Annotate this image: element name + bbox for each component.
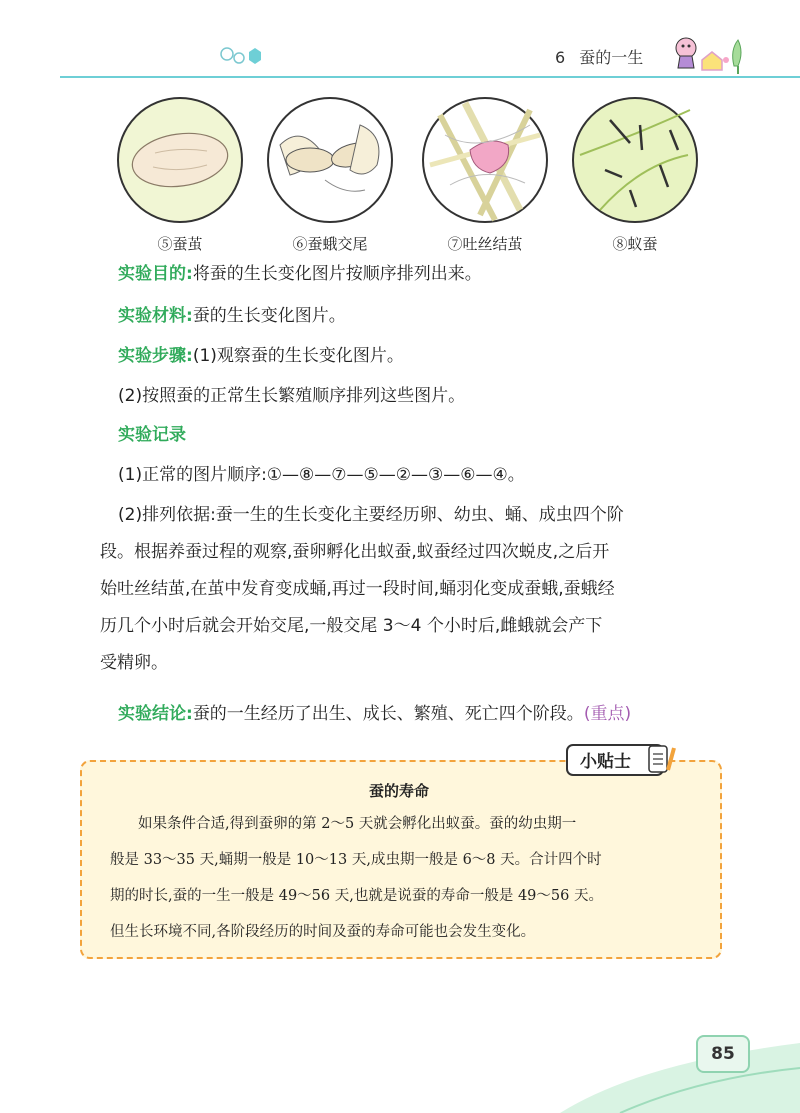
record-2-line: (2)排列依据:蚕一生的生长变化主要经历卵、幼虫、蛹、成虫四个阶 xyxy=(118,505,624,525)
step-1: (1)观察蚕的生长变化图片。 xyxy=(192,346,404,366)
record-2-line: 始吐丝结茧,在茧中发育变成蛹,再过一段时间,蛹羽化变成蚕蛾,蚕蛾经 xyxy=(100,579,615,599)
record-2-line: 历几个小时后就会开始交尾,一般交尾 3～4 个小时后,雌蛾就会产下 xyxy=(100,616,603,636)
header-rule xyxy=(60,76,800,78)
spinning-cocoon-illustration xyxy=(420,95,550,225)
purpose-text: 将蚕的生长变化图片按顺序排列出来。 xyxy=(192,264,482,284)
footer-wave-decoration xyxy=(560,1023,800,1113)
materials-text: 蚕的生长变化图片。 xyxy=(192,306,346,326)
note-pencil-icon xyxy=(648,744,676,776)
cartoon-decoration-icon xyxy=(672,30,752,76)
moths-mating-illustration xyxy=(265,95,395,225)
ant-silkworm-illustration xyxy=(570,95,700,225)
materials-label: 实验材料: xyxy=(118,306,193,326)
step-2-line xyxy=(118,378,728,415)
figure-spinning-cocoon xyxy=(415,95,555,254)
conclusion-text: 蚕的一生经历了出生、成长、繁殖、死亡四个阶段。 xyxy=(192,704,584,724)
bubble-decoration-icon xyxy=(215,40,275,70)
chapter-number: 6 xyxy=(555,48,566,67)
purpose-line xyxy=(118,256,728,293)
figure-ant-silkworm xyxy=(565,95,705,254)
figure-cocoon xyxy=(110,95,250,254)
purpose-label: 实验目的: xyxy=(118,264,193,284)
conclusion-line xyxy=(118,696,728,733)
record-1-line xyxy=(118,457,728,494)
page-number: 85 xyxy=(696,1035,750,1073)
record-2-paragraph xyxy=(100,497,728,682)
record-heading xyxy=(118,417,728,454)
key-point-tag: (重点) xyxy=(583,704,632,724)
chapter-header xyxy=(555,45,643,68)
steps-line xyxy=(118,338,728,375)
cocoon-illustration xyxy=(115,95,245,225)
tip-line: 但生长环境不同,各阶段经历的时间及蚕的寿命可能也会发生变化。 xyxy=(110,924,536,940)
tip-line: 如果条件合适,得到蚕卵的第 2～5 天就会孵化出蚁蚕。蚕的幼虫期一 xyxy=(138,816,577,832)
conclusion-label: 实验结论: xyxy=(118,704,193,724)
tip-body xyxy=(110,806,700,950)
tip-line: 期的时长,蚕的一生一般是 49～56 天,也就是说蚕的寿命一般是 49～56 天。 xyxy=(110,888,603,904)
tip-title: 蚕的寿命 xyxy=(368,782,429,800)
record-1: (1)正常的图片顺序:①—⑧—⑦—⑤—②—③—⑥—④。 xyxy=(118,465,525,485)
figure-caption: ⑧蚁蚕 xyxy=(612,235,658,253)
record-label: 实验记录 xyxy=(118,425,186,445)
materials-line xyxy=(118,298,728,335)
record-2-line: 受精卵。 xyxy=(100,653,168,673)
figure-caption: ⑦吐丝结茧 xyxy=(447,235,523,253)
steps-label: 实验步骤: xyxy=(118,346,193,366)
step-2: (2)按照蚕的正常生长繁殖顺序排列这些图片。 xyxy=(118,386,466,406)
chapter-title: 蚕的一生 xyxy=(579,48,644,67)
record-2-line: 段。根据养蚕过程的观察,蚕卵孵化出蚁蚕,蚁蚕经过四次蜕皮,之后开 xyxy=(100,542,610,562)
figure-caption: ⑥蚕蛾交尾 xyxy=(292,235,368,253)
figure-caption: ⑤蚕茧 xyxy=(157,235,203,253)
silkworm-figures xyxy=(110,95,710,255)
tip-line: 般是 33～35 天,蛹期一般是 10～13 天,成虫期一般是 6～8 天。合计四个时 xyxy=(110,852,602,868)
tip-tag: 小贴士 xyxy=(566,744,664,776)
figure-moths-mating xyxy=(260,95,400,254)
